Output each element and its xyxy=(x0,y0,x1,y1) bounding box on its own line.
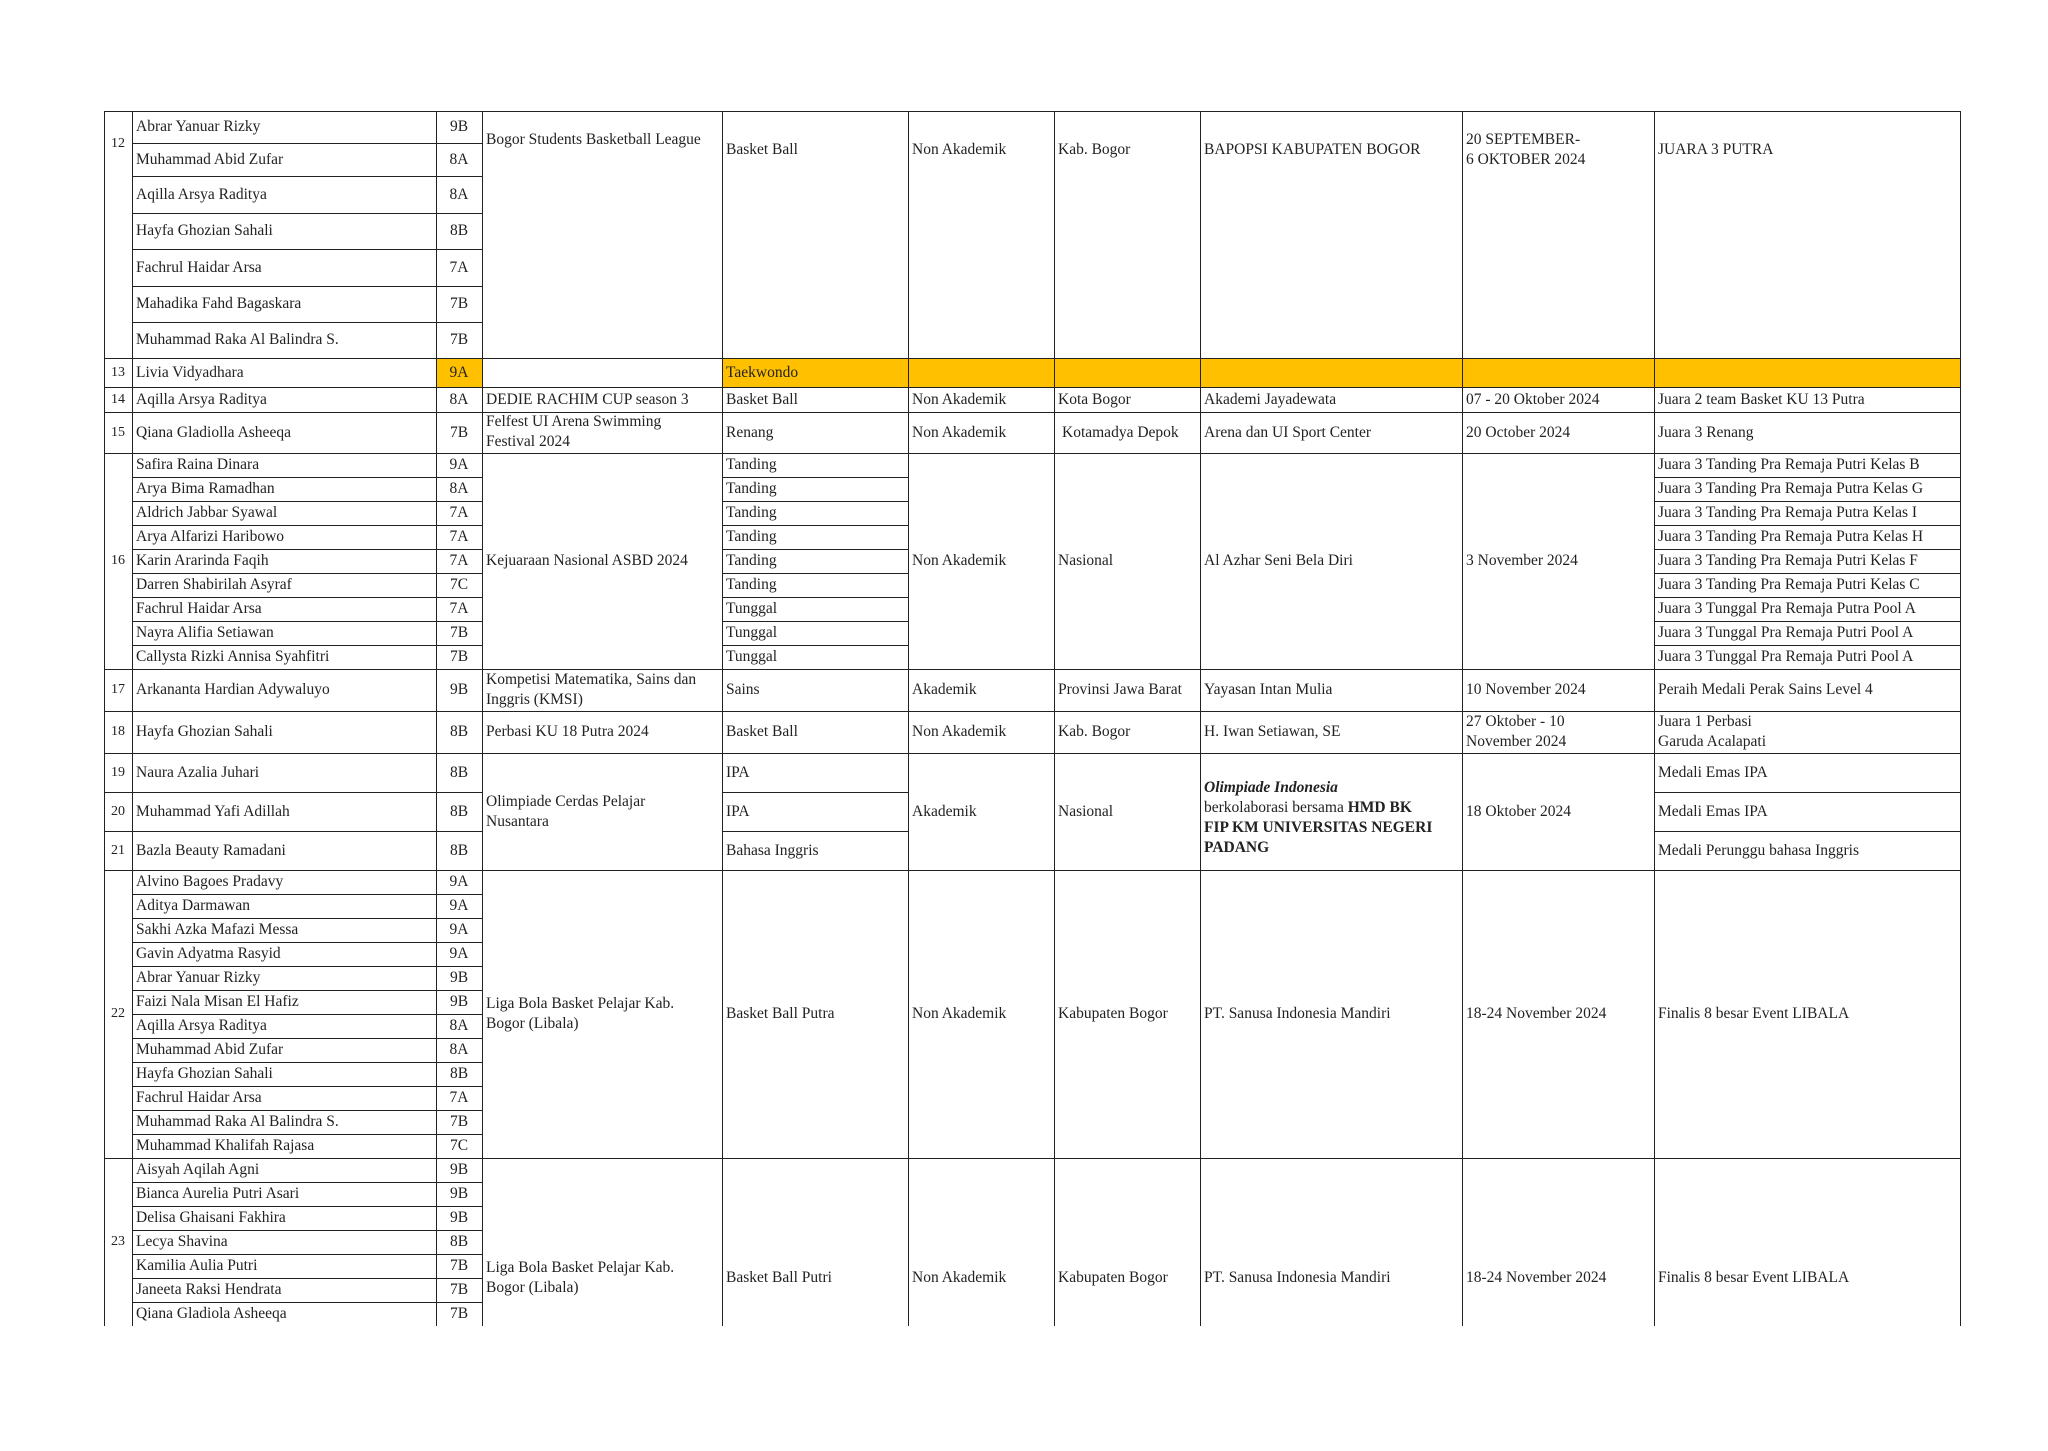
field: Renang xyxy=(726,423,774,441)
student-name: Delisa Ghaisani Fakhira xyxy=(136,1209,286,1226)
result: Medali Perunggu bahasa Inggris xyxy=(1658,841,1860,859)
student-class: 9B xyxy=(449,1161,469,1178)
category: Akademik xyxy=(912,802,977,820)
level: Kab. Bogor xyxy=(1058,723,1131,740)
date: 18-24 November 2024 xyxy=(1466,1269,1607,1286)
result: Juara 3 Tunggal Pra Remaja Putri Pool A xyxy=(1658,648,1914,665)
field: Sains xyxy=(726,681,760,698)
result: Juara 3 Tanding Pra Remaja Putra Kelas G xyxy=(1658,480,1924,497)
grid-line xyxy=(482,111,483,1326)
student-class: 8A xyxy=(449,1041,469,1058)
grid-line xyxy=(1960,111,1961,1326)
row-number: 13 xyxy=(111,364,125,380)
date: November 2024 xyxy=(1466,733,1567,750)
date: 27 Oktober - 10 xyxy=(1466,713,1565,730)
event-name: Felfest UI Arena Swimming Festival 2024 xyxy=(486,413,662,450)
grid-line xyxy=(722,111,723,1326)
grid-line xyxy=(722,792,909,793)
student-name: Arya Bima Ramadhan xyxy=(136,480,275,497)
grid-line xyxy=(1654,831,1961,832)
student-name: Hayfa Ghozian Sahali xyxy=(136,723,273,740)
category: Non Akademik xyxy=(912,423,1007,441)
student-class: 9B xyxy=(449,1209,469,1226)
field: Tanding xyxy=(726,480,777,497)
date: 18-24 November 2024 xyxy=(1466,1005,1607,1022)
grid-line xyxy=(132,213,483,214)
category: Non Akademik xyxy=(912,1005,1007,1022)
category: Non Akademik xyxy=(912,1269,1007,1286)
student-class: 8B xyxy=(449,841,469,859)
grid-line xyxy=(132,143,483,144)
student-class: 7B xyxy=(449,624,469,641)
student-name: Abrar Yanuar Rizky xyxy=(136,118,261,135)
level: Kotamadya Depok xyxy=(1062,423,1179,441)
field: Basket Ball xyxy=(726,141,798,158)
grid-line xyxy=(104,831,483,832)
row-number: 23 xyxy=(111,1234,125,1249)
result: Juara 1 Perbasi xyxy=(1658,713,1752,730)
student-name: Janeeta Raksi Hendrata xyxy=(136,1281,282,1298)
student-class: 9A xyxy=(449,456,469,473)
student-class: 7A xyxy=(449,1089,469,1106)
student-name: Livia Vidyadhara xyxy=(136,363,244,381)
organizer: BAPOPSI KABUPATEN BOGOR xyxy=(1204,141,1421,158)
student-class: 9B xyxy=(449,993,469,1010)
organizer: Akademi Jayadewata xyxy=(1204,390,1337,408)
student-class: 7B xyxy=(449,1257,469,1274)
student-name: Hayfa Ghozian Sahali xyxy=(136,222,273,239)
field: Tanding xyxy=(726,504,777,521)
grid-line xyxy=(104,387,1961,388)
organizer: H. Iwan Setiawan, SE xyxy=(1204,723,1341,740)
row-number: 18 xyxy=(111,724,125,739)
result: Juara 3 Tunggal Pra Remaja Putri Pool A xyxy=(1658,624,1914,641)
organizer-brand: Olimpiade Indonesia xyxy=(1204,778,1338,796)
result: Juara 3 Renang xyxy=(1658,423,1754,441)
field: Bahasa Inggris xyxy=(726,841,819,859)
row-number: 20 xyxy=(111,803,125,819)
event-name: Bogor (Libala) xyxy=(486,1015,579,1032)
student-name: Bianca Aurelia Putri Asari xyxy=(136,1185,300,1202)
organizer-text: berkolaborasi bersama xyxy=(1204,798,1348,816)
student-name: Muhammad Yafi Adillah xyxy=(136,802,290,820)
student-name: Muhammad Abid Zufar xyxy=(136,150,284,168)
student-class: 8A xyxy=(449,390,469,408)
student-class: 7A xyxy=(449,600,469,617)
student-name: Kamilia Aulia Putri xyxy=(136,1257,258,1274)
level: Nasional xyxy=(1058,552,1114,569)
result: JUARA 3 PUTRA xyxy=(1658,141,1774,158)
grid-line xyxy=(104,870,1961,871)
field: Basket Ball xyxy=(726,390,798,408)
student-class: 8A xyxy=(449,1017,469,1034)
student-class: 8B xyxy=(449,723,469,740)
student-name: Fachrul Haidar Arsa xyxy=(136,1089,262,1106)
grid-line xyxy=(132,322,483,323)
date: 18 Oktober 2024 xyxy=(1466,802,1572,820)
student-class: 7B xyxy=(449,1281,469,1298)
event-name: Liga Bola Basket Pelajar Kab. xyxy=(486,1259,675,1276)
result: Juara 3 Tanding Pra Remaja Putra Kelas H xyxy=(1658,528,1924,545)
grid-line xyxy=(104,669,1961,670)
organizer-bold: PADANG xyxy=(1204,838,1270,856)
student-class: 8B xyxy=(449,1233,469,1250)
student-class: 7C xyxy=(449,576,469,593)
student-name: Safira Raina Dinara xyxy=(136,456,260,473)
grid-line xyxy=(1054,111,1055,1326)
grid-line xyxy=(1654,111,1655,1326)
field: IPA xyxy=(726,763,750,781)
event-name: Bogor Students Basketball League xyxy=(486,131,701,148)
student-name: Aqilla Arsya Raditya xyxy=(136,185,267,203)
row-number: 22 xyxy=(111,1006,125,1021)
student-name: Aditya Darmawan xyxy=(136,897,251,914)
field: Taekwondo xyxy=(726,363,799,381)
organizer-bold: HMD BK xyxy=(1347,798,1412,816)
grid-line xyxy=(104,1158,1961,1159)
student-name: Aisyah Aqilah Agni xyxy=(136,1161,260,1178)
row-number: 14 xyxy=(111,391,125,407)
student-name: Qiana Gladiola Asheeqa xyxy=(136,1305,287,1322)
student-class: 8B xyxy=(449,1065,469,1082)
result: Juara 3 Tunggal Pra Remaja Putra Pool A xyxy=(1658,600,1916,617)
student-class: 9A xyxy=(449,873,469,890)
result: Peraih Medali Perak Sains Level 4 xyxy=(1658,681,1873,698)
student-name: Muhammad Raka Al Balindra S. xyxy=(136,1113,339,1130)
field: Tanding xyxy=(726,576,777,593)
row-number: 17 xyxy=(111,682,125,697)
grid-line xyxy=(132,249,483,250)
student-name: Fachrul Haidar Arsa xyxy=(136,258,262,276)
category: Non Akademik xyxy=(912,141,1007,158)
student-name: Gavin Adyatma Rasyid xyxy=(136,945,281,962)
field: Basket Ball xyxy=(726,723,798,740)
student-name: Aldrich Jabbar Syawal xyxy=(136,504,278,521)
level: Nasional xyxy=(1058,802,1114,820)
student-name: Muhammad Abid Zufar xyxy=(136,1041,284,1058)
student-name: Naura Azalia Juhari xyxy=(136,763,260,781)
grid-line xyxy=(104,358,1961,359)
grid-line xyxy=(104,753,1961,754)
organizer: PT. Sanusa Indonesia Mandiri xyxy=(1204,1269,1391,1286)
grid-line xyxy=(104,792,483,793)
row-number: 16 xyxy=(111,553,125,568)
organizer: Al Azhar Seni Bela Diri xyxy=(1204,552,1353,569)
student-class: 9B xyxy=(449,1185,469,1202)
student-name: Darren Shabirilah Asyraf xyxy=(136,576,292,593)
date: 07 - 20 Oktober 2024 xyxy=(1466,390,1600,408)
student-name: Qiana Gladiolla Asheeqa xyxy=(136,423,291,441)
event-name: Bogor (Libala) xyxy=(486,1279,579,1296)
organizer-bold: FIP KM UNIVERSITAS NEGERI xyxy=(1204,818,1433,836)
organizer xyxy=(1204,778,1458,858)
row-number: 21 xyxy=(111,842,125,858)
field: Tunggal xyxy=(726,624,778,641)
student-class: 7B xyxy=(449,1305,469,1322)
grid-line xyxy=(908,111,909,1326)
category: Non Akademik xyxy=(912,390,1007,408)
event-name: Kejuaraan Nasional ASBD 2024 xyxy=(486,552,688,569)
student-class: 8B xyxy=(449,802,469,820)
student-name: Hayfa Ghozian Sahali xyxy=(136,1065,273,1082)
event-name: Perbasi KU 18 Putra 2024 xyxy=(486,723,649,740)
result: Medali Emas IPA xyxy=(1658,763,1768,781)
student-name: Alvino Bagoes Pradavy xyxy=(136,873,284,890)
student-class: 9A xyxy=(449,945,469,962)
field: Tunggal xyxy=(726,648,778,665)
student-name: Bazla Beauty Ramadani xyxy=(136,841,286,859)
category: Akademik xyxy=(912,681,977,698)
student-class: 9B xyxy=(449,118,469,135)
result: Juara 3 Tanding Pra Remaja Putri Kelas C xyxy=(1658,576,1920,593)
organizer: Yayasan Intan Mulia xyxy=(1204,681,1333,698)
student-name: Mahadika Fahd Bagaskara xyxy=(136,295,302,312)
event-name: DEDIE RACHIM CUP season 3 xyxy=(486,390,689,408)
student-class: 7B xyxy=(449,331,469,348)
result: Finalis 8 besar Event LIBALA xyxy=(1658,1005,1850,1022)
grid-line xyxy=(1462,111,1463,1326)
grid-line xyxy=(1200,111,1201,1326)
level: Kabupaten Bogor xyxy=(1058,1269,1168,1286)
event-name: Olimpiade Cerdas Pelajar xyxy=(486,792,646,810)
student-name: Sakhi Azka Mafazi Messa xyxy=(136,921,299,938)
grid-line xyxy=(1654,792,1961,793)
student-name: Aqilla Arsya Raditya xyxy=(136,1017,267,1034)
level: Kab. Bogor xyxy=(1058,141,1131,158)
field: Tanding xyxy=(726,528,777,545)
student-class: 8B xyxy=(449,222,469,239)
student-name: Muhammad Khalifah Rajasa xyxy=(136,1137,315,1154)
field: Tanding xyxy=(726,552,777,569)
level: Kota Bogor xyxy=(1058,390,1131,408)
student-name: Karin Ararinda Faqih xyxy=(136,552,269,569)
field: Basket Ball Putra xyxy=(726,1005,835,1022)
student-class: 7A xyxy=(449,528,469,545)
date: 20 SEPTEMBER- xyxy=(1466,131,1581,148)
grid-line xyxy=(132,111,133,1326)
category: Non Akademik xyxy=(912,552,1007,569)
field: Tanding xyxy=(726,456,777,473)
row-number: 19 xyxy=(111,764,125,780)
result: Medali Emas IPA xyxy=(1658,802,1768,820)
event-name: Kompetisi Matematika, Sains dan Inggris (KMSI) xyxy=(486,671,697,708)
result: Juara 3 Tanding Pra Remaja Putri Kelas F xyxy=(1658,552,1918,569)
student-name: Arya Alfarizi Haribowo xyxy=(136,528,285,545)
student-name: Arkananta Hardian Adywaluyo xyxy=(136,681,330,698)
level: Provinsi Jawa Barat xyxy=(1058,681,1182,698)
row-number: 15 xyxy=(111,424,125,440)
grid-line xyxy=(104,111,1961,112)
student-class: 8A xyxy=(449,480,469,497)
student-class: 9A xyxy=(449,897,469,914)
result: Finalis 8 besar Event LIBALA xyxy=(1658,1269,1850,1286)
level: Kabupaten Bogor xyxy=(1058,1005,1168,1022)
student-class: 7C xyxy=(449,1137,469,1154)
grid-line xyxy=(104,412,1961,413)
student-name: Aqilla Arsya Raditya xyxy=(136,390,267,408)
student-class: 7B xyxy=(449,423,469,441)
grid-line xyxy=(722,831,909,832)
organizer: Arena dan UI Sport Center xyxy=(1204,423,1372,441)
student-name: Faizi Nala Misan El Hafiz xyxy=(136,993,299,1010)
date: 3 November 2024 xyxy=(1466,552,1578,569)
student-class: 7A xyxy=(449,504,469,521)
student-class: 7A xyxy=(449,258,469,276)
field: IPA xyxy=(726,802,750,820)
student-class: 7B xyxy=(449,648,469,665)
student-name: Nayra Alifia Setiawan xyxy=(136,624,274,641)
student-name: Callysta Rizki Annisa Syahfitri xyxy=(136,648,330,665)
result: Garuda Acalapati xyxy=(1658,733,1767,750)
category: Non Akademik xyxy=(912,723,1007,740)
student-class: 7B xyxy=(449,1113,469,1130)
result: Juara 3 Tanding Pra Remaja Putra Kelas I xyxy=(1658,504,1918,521)
grid-line xyxy=(104,111,105,1326)
row-number: 12 xyxy=(111,135,125,151)
student-name: Lecya Shavina xyxy=(136,1233,228,1250)
grid-line xyxy=(132,176,483,177)
student-name: Muhammad Raka Al Balindra S. xyxy=(136,331,339,348)
grid-line xyxy=(132,286,483,287)
student-class: 7B xyxy=(449,295,469,312)
event-name: Nusantara xyxy=(486,812,549,830)
date: 6 OKTOBER 2024 xyxy=(1466,151,1586,168)
result: Juara 2 team Basket KU 13 Putra xyxy=(1658,390,1865,408)
date: 20 October 2024 xyxy=(1466,423,1571,441)
student-name: Fachrul Haidar Arsa xyxy=(136,600,262,617)
field: Tunggal xyxy=(726,600,778,617)
organizer: PT. Sanusa Indonesia Mandiri xyxy=(1204,1005,1391,1022)
student-name: Abrar Yanuar Rizky xyxy=(136,969,261,986)
date: 10 November 2024 xyxy=(1466,681,1586,698)
student-class: 9B xyxy=(449,681,469,698)
event-name: Liga Bola Basket Pelajar Kab. xyxy=(486,995,675,1012)
student-class: 9B xyxy=(449,969,469,986)
field: Basket Ball Putri xyxy=(726,1269,832,1286)
student-class: 8A xyxy=(449,150,469,168)
student-class: 8B xyxy=(449,763,469,781)
student-class: 8A xyxy=(449,185,469,203)
student-class: 9A xyxy=(449,363,469,381)
student-class: 9A xyxy=(449,921,469,938)
student-class: 7A xyxy=(449,552,469,569)
result: Juara 3 Tanding Pra Remaja Putri Kelas B xyxy=(1658,456,1920,473)
